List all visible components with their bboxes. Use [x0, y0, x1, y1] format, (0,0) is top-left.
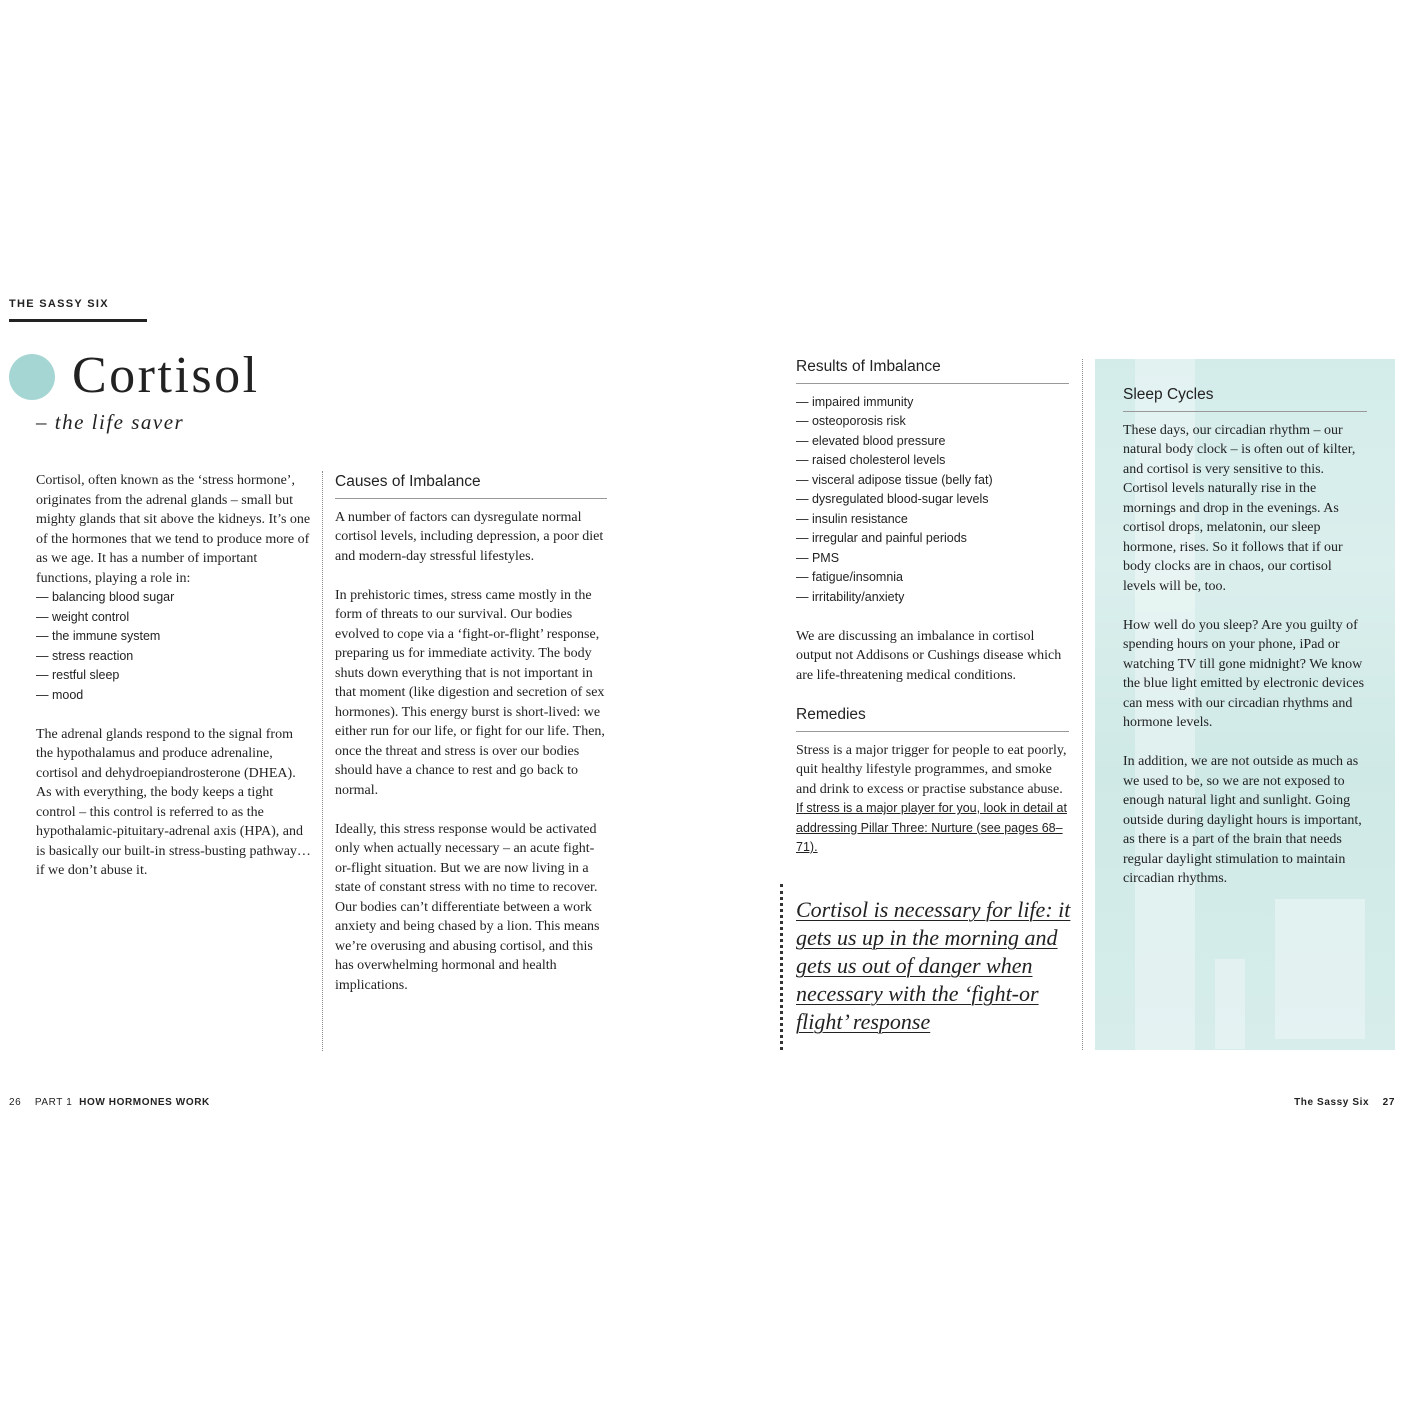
causes-heading: Causes of Imbalance — [335, 472, 607, 499]
causes-paragraph: Ideally, this stress response would be activated only when actually necessary – an acute fight-or-flight situation. But we are now living in a state of constant stress with no time to recover. Our bodies can’t differentiate between a work anxiety and being chased by a lion. This means we’re overusing and abusing cortisol, and this has overwhelming hormonal and health implications. — [335, 821, 600, 993]
intro-column — [36, 471, 312, 881]
right-section: The Sassy Six — [1294, 1097, 1370, 1108]
results-column — [796, 357, 1069, 858]
quote-divider — [780, 884, 783, 1050]
remedies-heading: Remedies — [796, 705, 1069, 732]
results-note: We are discussing an imbalance in cortisol output not Addisons or Cushings disease which are life-threatening medical conditions. — [796, 628, 1062, 683]
results-heading: Results of Imbalance — [796, 357, 1069, 384]
pillar-three-link[interactable]: If stress is a major player for you, look in detail at addressing Pillar Three: Nurture (see pages 68–71). — [796, 801, 1067, 854]
list-item: — fatigue/insomnia — [796, 570, 904, 584]
right-footer — [1294, 1097, 1395, 1108]
left-page-number: 26 — [9, 1097, 22, 1108]
intro-paragraph: The adrenal glands respond to the signal from the hypothalamus and produce adrenaline, cortisol and dehydroepiandrosterone (DHEA). As with everything, the body keeps a tight control – this control is referred to as the hypothalamic-pituitary-adrenal axis (HPA), and is basically our built-in stress-busting pathway… if we don’t abuse it. — [36, 726, 311, 878]
pull-quote-text: Cortisol is necessary for life: it gets us up in the morning and gets us out of danger when necessary with the ‘fight-or flight’ response — [796, 897, 1071, 1034]
list-item: — balancing blood sugar — [36, 590, 175, 604]
pull-quote — [796, 896, 1081, 1036]
list-item: — insulin resistance — [796, 511, 908, 526]
list-item: — raised cholesterol levels — [796, 453, 946, 467]
causes-paragraph: A number of factors can dysregulate normal cortisol levels, including depression, a poor diet and modern-day stressful lifestyles. — [335, 509, 604, 564]
list-item: — elevated blood pressure — [796, 433, 946, 448]
list-item: — osteoporosis risk — [796, 414, 906, 428]
left-section: HOW HORMONES WORK — [79, 1097, 210, 1108]
list-item: — restful sleep — [36, 668, 120, 682]
page-subtitle: – the life saver — [36, 410, 185, 434]
page-title: Cortisol — [72, 347, 260, 404]
list-item: — stress reaction — [36, 648, 134, 663]
list-item: — the immune system — [36, 629, 161, 643]
running-head: THE SASSY SIX — [9, 298, 109, 310]
sleep-paragraph: How well do you sleep? Are you guilty of spending hours on your phone, iPad or watching TV till gone midnight? We know the blue light emitted by electronic devices can mess with our circadian rhythms and hormone levels. — [1123, 617, 1365, 730]
left-footer — [9, 1097, 210, 1108]
results-list — [796, 393, 1069, 608]
remedies-paragraph — [796, 741, 1069, 858]
column-divider — [1082, 359, 1083, 1050]
list-item: — PMS — [796, 550, 840, 565]
causes-column — [335, 472, 607, 995]
remedies-text: Stress is a major trigger for people to eat poorly, quit healthy lifestyle programmes, and smoke and drink to excess or practise substance abuse. — [796, 742, 1067, 797]
sleep-heading: Sleep Cycles — [1123, 385, 1367, 412]
sleep-paragraph: In addition, we are not outside as much as we used to be, so we are not exposed to enough natural light and sunlight. Going outside during daylight hours is important, as there is a part of the brain that needs regular daylight stimulation to maintain circadian rhythms. — [1123, 754, 1362, 886]
column-divider — [322, 471, 323, 1051]
list-item: — irritability/anxiety — [796, 589, 905, 604]
right-page-number: 27 — [1382, 1097, 1395, 1108]
title-circle-icon — [9, 354, 55, 400]
list-item: — dysregulated blood-sugar levels — [796, 492, 989, 506]
running-head-rule — [9, 319, 147, 322]
left-part: PART 1 — [34, 1097, 73, 1108]
list-item: — irregular and painful periods — [796, 531, 967, 545]
functions-list — [36, 588, 312, 705]
sleep-column — [1123, 385, 1367, 889]
intro-paragraph: Cortisol, often known as the ‘stress hormone’, originates from the adrenal glands – small but mighty glands that sit above the kidneys. It’s one of the hormones that we tend to produce more of as we age. It has a number of important functions, playing a role in: — [36, 473, 311, 586]
sleep-paragraph: These days, our circadian rhythm – our natural body clock – is often out of kilter, and cortisol is very sensitive to this. Cortisol levels naturally rise in the mornings and drop in the evenings. As cortisol drops, melatonin, our sleep hormone, rises. So it follows that if our body clocks are in chaos, our cortisol levels will be, too. — [1123, 422, 1356, 594]
causes-paragraph: In prehistoric times, stress came mostly in the form of threats to our survival. Our bodies evolved to cope via a ‘fight-or-flight’ response, preparing us for immediate activity. The body shuts down everything that is not important in that moment (like digestion and secretion of sex hormones). This energy burst is short-lived: we either run for our life, or fight for our life. Then, once the threat and stress is over our bodies should have a chance to rest and go back to normal. — [335, 587, 605, 798]
list-item: — weight control — [36, 609, 130, 624]
list-item: — mood — [36, 687, 84, 702]
list-item: — impaired immunity — [796, 394, 914, 409]
list-item: — visceral adipose tissue (belly fat) — [796, 472, 993, 487]
